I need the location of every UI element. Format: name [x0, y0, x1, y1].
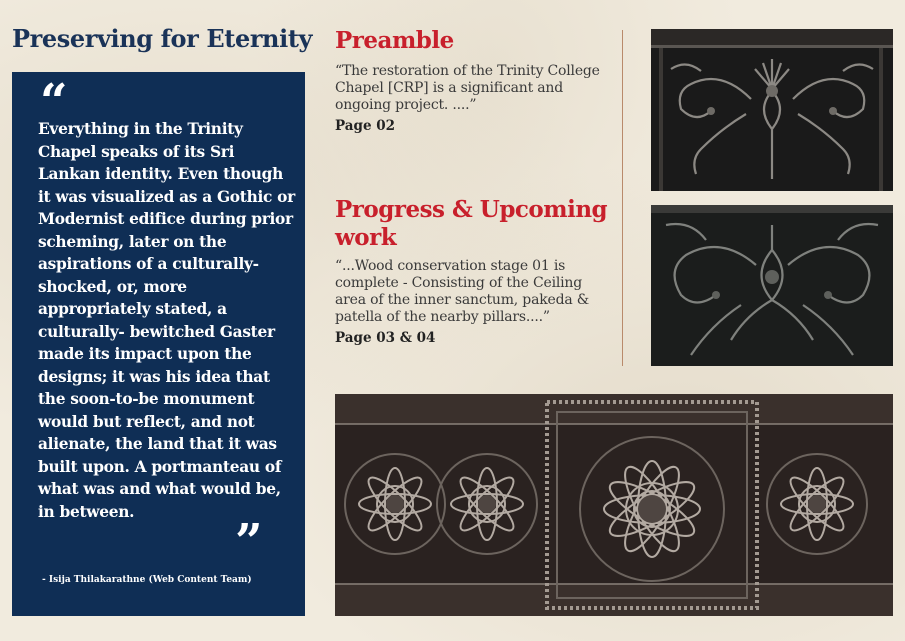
wood-carving-photo-middle: [651, 205, 893, 366]
open-quote-mark: “: [40, 74, 68, 130]
progress-excerpt: “...Wood conservation stage 01 is complete - Consisting of the Ceiling area of the inner sanctum, pakeda & patella of the nearby pillars....”: [335, 258, 590, 325]
progress-page-ref: Page 03 & 04: [335, 330, 436, 346]
preamble-page-ref: Page 02: [335, 118, 396, 134]
section-preamble: [335, 27, 613, 134]
quote-author: - Isija Thilakarathne (Web Content Team): [42, 575, 252, 585]
page-title: Preserving for Eternity: [12, 24, 313, 53]
preamble-heading: Preamble: [335, 27, 454, 54]
column-divider: [622, 30, 623, 366]
preamble-excerpt: “The restoration of the Trinity College Chapel [CRP] is a significant and ongoing project. ....”: [335, 63, 600, 113]
quote-text: Everything in the Trinity Chapel speaks of its Sri Lankan identity. Even though it was visualized as a Gothic or Modernist edifice during prior scheming, later on the aspirations of a culturally-shocked, or, more appropriately stated, a culturally- bewitched Gaster made its impact upon the designs; it was his idea that the soon-to-be monument would but reflect, and not alienate, the land that it was built upon. A portmanteau of what was and what would be, in between.: [38, 120, 295, 521]
wood-carving-photo-top: [651, 29, 893, 191]
wood-carving-photo-lotus: [335, 394, 893, 616]
section-progress: [335, 196, 613, 346]
close-quote-mark: ”: [235, 514, 263, 570]
quote-panel: [12, 72, 305, 616]
progress-heading: Progress & Upcoming work: [335, 196, 608, 251]
